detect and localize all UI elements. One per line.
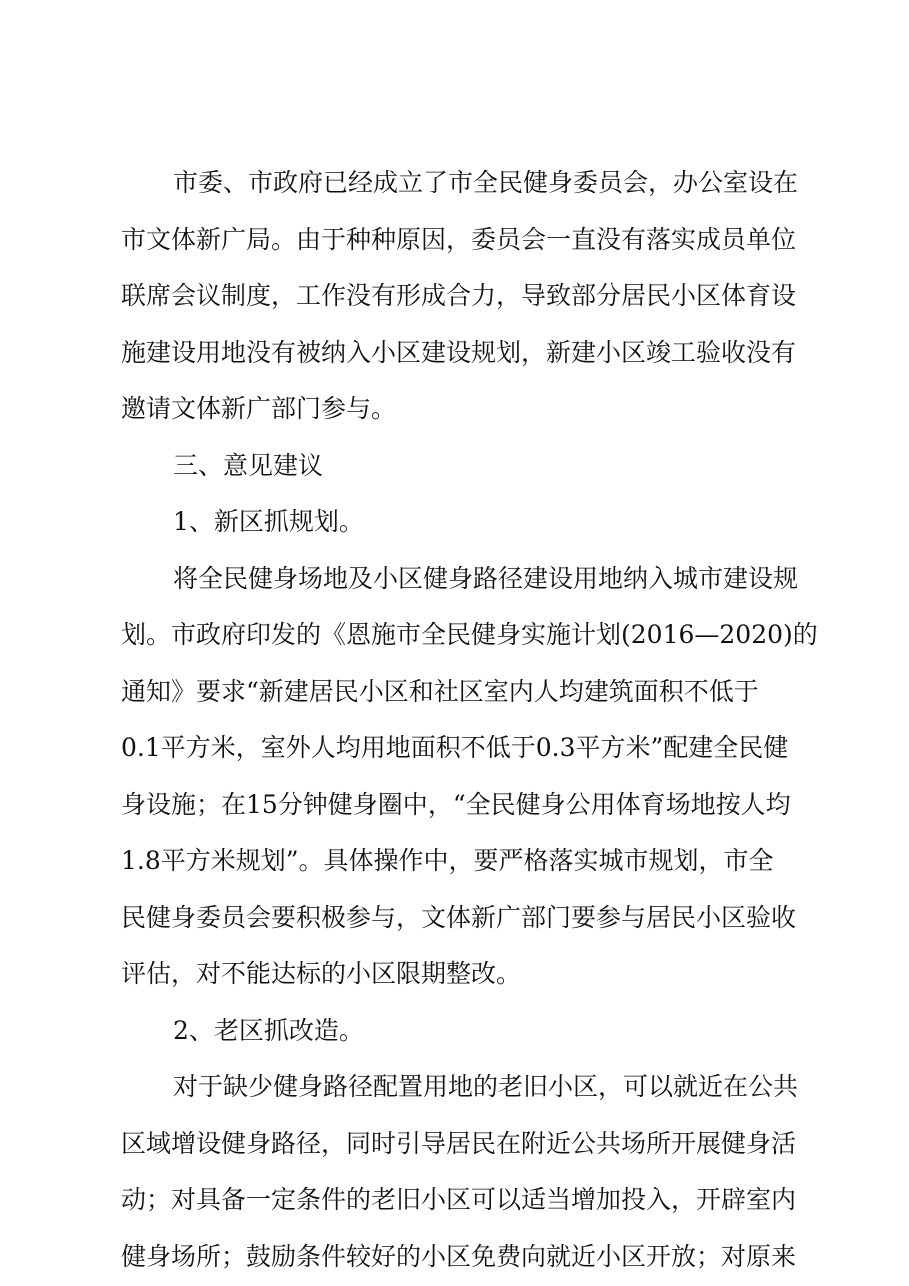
paragraph-line: 邀请文体新广部门参与。 <box>121 394 397 423</box>
paragraph-line: 1.8平方米规划”。具体操作中，要严格落实城市规划，市全 <box>121 846 774 875</box>
paragraph-line: 身设施；在15分钟健身圈中，“全民健身公用体育场地按人均 <box>121 790 791 819</box>
paragraph-line: 市委、市政府已经成立了市全民健身委员会，办公室设在 <box>173 168 799 197</box>
section-heading: 三、意见建议 <box>173 451 324 480</box>
paragraph-line: 对于缺少健身路径配置用地的老旧小区，可以就近在公共 <box>173 1072 799 1101</box>
paragraph-line: 民健身委员会要积极参与，文体新广部门要参与居民小区验收 <box>121 903 797 932</box>
paragraph-line: 评估，对不能达标的小区限期整改。 <box>121 959 522 988</box>
paragraph-line: 划。市政府印发的《恩施市全民健身实施计划(2016—2020)的 <box>121 620 818 649</box>
paragraph-line: 动；对具备一定条件的老旧小区可以适当增加投入，开辟室内 <box>121 1185 797 1214</box>
paragraph-line: 健身场所；鼓励条件较好的小区免费向就近小区开放；对原来 <box>121 1242 797 1271</box>
paragraph-line: 将全民健身场地及小区健身路径建设用地纳入城市建设规 <box>173 564 799 593</box>
paragraph-line: 0.1平方米，室外人均用地面积不低于0.3平方米”配建全民健 <box>121 733 789 762</box>
paragraph-line: 市文体新广局。由于种种原因，委员会一直没有落实成员单位 <box>121 225 797 254</box>
subsection-heading: 2、老区抓改造。 <box>173 1016 364 1045</box>
paragraph-line: 联席会议制度，工作没有形成合力，导致部分居民小区体育设 <box>121 281 797 310</box>
paragraph-line: 施建设用地没有被纳入小区建设规划，新建小区竣工验收没有 <box>121 338 797 367</box>
paragraph-line: 区域增设健身路径，同时引导居民在附近公共场所开展健身活 <box>121 1129 797 1158</box>
paragraph-line: 通知》要求“新建居民小区和社区室内人均建筑面积不低于 <box>121 677 759 706</box>
subsection-heading: 1、新区抓规划。 <box>173 507 364 536</box>
